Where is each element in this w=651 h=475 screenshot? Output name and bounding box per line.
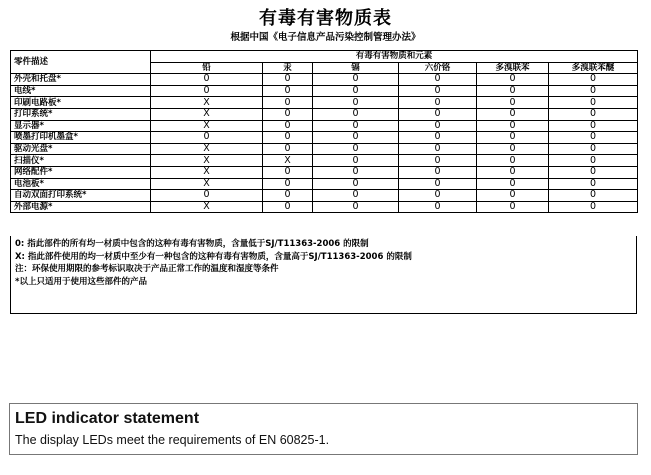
substance-value-cell: 0	[399, 74, 477, 86]
part-name-cell: 外壳和托盘*	[11, 74, 151, 86]
substance-header-pbde: 多溴联苯醚	[549, 62, 638, 74]
part-column-header: 零件描述	[11, 51, 151, 74]
substance-value-cell: 0	[477, 97, 549, 109]
part-name-cell: 打印系统*	[11, 108, 151, 120]
substance-value-cell: 0	[549, 190, 638, 202]
part-name-cell: 印刷电路板*	[11, 97, 151, 109]
substance-value-cell: 0	[263, 108, 313, 120]
substance-value-cell: 0	[313, 166, 399, 178]
substance-value-cell: X	[151, 155, 263, 167]
substance-value-cell: 0	[399, 108, 477, 120]
substance-value-cell: 0	[477, 166, 549, 178]
substance-header-cadmium: 镉	[313, 62, 399, 74]
part-name-cell: 网络配件*	[11, 166, 151, 178]
substance-value-cell: 0	[549, 74, 638, 86]
substance-value-cell: 0	[263, 120, 313, 132]
substance-value-cell: 0	[549, 97, 638, 109]
substance-value-cell: 0	[477, 85, 549, 97]
substance-value-cell: 0	[399, 201, 477, 213]
note-x: X: 指此部件使用的均一材质中至少有一种包含的这种有毒有害物质，含量高于SJ/T11363-2006 的限制	[15, 251, 412, 262]
table-notes	[10, 236, 637, 314]
substance-value-cell: 0	[263, 143, 313, 155]
substance-value-cell: 0	[313, 155, 399, 167]
substance-value-cell: 0	[151, 132, 263, 144]
substance-value-cell: 0	[549, 166, 638, 178]
part-name-cell: 自动双面打印系统*	[11, 190, 151, 202]
substance-value-cell: 0	[399, 97, 477, 109]
substance-value-cell: 0	[477, 143, 549, 155]
substance-value-cell: X	[151, 97, 263, 109]
table-row	[11, 74, 638, 86]
substance-value-cell: X	[151, 178, 263, 190]
substance-group-header: 有毒有害物质和元素	[151, 51, 638, 63]
substance-value-cell: 0	[549, 143, 638, 155]
substance-header-pbb: 多溴联苯	[477, 62, 549, 74]
substance-value-cell: 0	[399, 132, 477, 144]
substance-value-cell: 0	[313, 74, 399, 86]
substance-value-cell: 0	[151, 190, 263, 202]
substance-value-cell: 0	[151, 74, 263, 86]
table-row	[11, 166, 638, 178]
substance-value-cell: 0	[477, 201, 549, 213]
substance-value-cell: 0	[313, 120, 399, 132]
substance-value-cell: 0	[313, 190, 399, 202]
part-name-cell: 显示器*	[11, 120, 151, 132]
substance-value-cell: 0	[263, 178, 313, 190]
led-statement-box	[9, 403, 638, 455]
led-statement-title: LED indicator statement	[15, 410, 200, 427]
substance-value-cell: X	[151, 120, 263, 132]
substance-header-chromium: 六价铬	[399, 62, 477, 74]
substance-value-cell: 0	[549, 108, 638, 120]
part-name-cell: 喷墨打印机墨盒*	[11, 132, 151, 144]
table-header-row	[11, 51, 638, 63]
substance-value-cell: X	[151, 143, 263, 155]
substance-value-cell: 0	[549, 155, 638, 167]
table-row	[11, 108, 638, 120]
substance-value-cell: 0	[263, 97, 313, 109]
substance-value-cell: 0	[549, 132, 638, 144]
part-name-cell: 驱动光盘*	[11, 143, 151, 155]
substance-value-cell: 0	[313, 108, 399, 120]
table-row	[11, 143, 638, 155]
substance-value-cell: 0	[313, 97, 399, 109]
substance-value-cell: 0	[477, 120, 549, 132]
substance-value-cell: 0	[477, 108, 549, 120]
substance-value-cell: 0	[399, 190, 477, 202]
substance-value-cell: X	[151, 108, 263, 120]
note-applicability: *以上只适用于使用这些部件的产品	[15, 276, 147, 287]
substance-value-cell: X	[151, 201, 263, 213]
table-row	[11, 120, 638, 132]
substance-value-cell: X	[151, 166, 263, 178]
substance-value-cell: 0	[477, 190, 549, 202]
substance-value-cell: X	[263, 155, 313, 167]
substance-value-cell: 0	[549, 178, 638, 190]
substance-value-cell: 0	[399, 166, 477, 178]
table-row	[11, 155, 638, 167]
substance-value-cell: 0	[549, 201, 638, 213]
substance-value-cell: 0	[399, 178, 477, 190]
hazardous-substances-table	[10, 50, 638, 213]
rohs-table-subtitle: 根据中国《电子信息产品污染控制管理办法》	[230, 32, 421, 43]
substance-value-cell: 0	[399, 85, 477, 97]
substance-value-cell: 0	[399, 143, 477, 155]
substance-header-mercury: 汞	[263, 62, 313, 74]
substance-value-cell: 0	[263, 132, 313, 144]
note-environment: 注：环保使用期限的参考标识取决于产品正常工作的温度和湿度等条件	[15, 264, 279, 274]
substance-value-cell: 0	[313, 143, 399, 155]
rohs-table-title: 有毒有害物质表	[259, 8, 392, 29]
substance-value-cell: 0	[549, 85, 638, 97]
substance-value-cell: 0	[151, 85, 263, 97]
substance-value-cell: 0	[263, 85, 313, 97]
part-name-cell: 电池板*	[11, 178, 151, 190]
table-row	[11, 178, 638, 190]
substance-value-cell: 0	[263, 190, 313, 202]
table-row	[11, 97, 638, 109]
substance-value-cell: 0	[477, 155, 549, 167]
table-row	[11, 85, 638, 97]
part-name-cell: 电线*	[11, 85, 151, 97]
substance-value-cell: 0	[263, 166, 313, 178]
part-name-cell: 扫描仪*	[11, 155, 151, 167]
led-statement-text: The display LEDs meet the requirements of EN 60825-1.	[15, 433, 330, 447]
table-row	[11, 132, 638, 144]
substance-value-cell: 0	[549, 120, 638, 132]
substance-header-lead: 铅	[151, 62, 263, 74]
note-zero: 0: 指此部件的所有均一材质中包含的这种有毒有害物质，含量低于SJ/T11363-2006 的限制	[15, 239, 369, 249]
table-row	[11, 201, 638, 213]
substance-value-cell: 0	[313, 178, 399, 190]
substance-value-cell: 0	[477, 132, 549, 144]
substance-value-cell: 0	[399, 155, 477, 167]
substance-value-cell: 0	[313, 85, 399, 97]
substance-value-cell: 0	[313, 201, 399, 213]
substance-value-cell: 0	[399, 120, 477, 132]
substance-value-cell: 0	[263, 201, 313, 213]
part-name-cell: 外部电源*	[11, 201, 151, 213]
substance-value-cell: 0	[313, 132, 399, 144]
table-row	[11, 190, 638, 202]
substance-value-cell: 0	[477, 74, 549, 86]
substance-value-cell: 0	[263, 74, 313, 86]
substance-value-cell: 0	[477, 178, 549, 190]
